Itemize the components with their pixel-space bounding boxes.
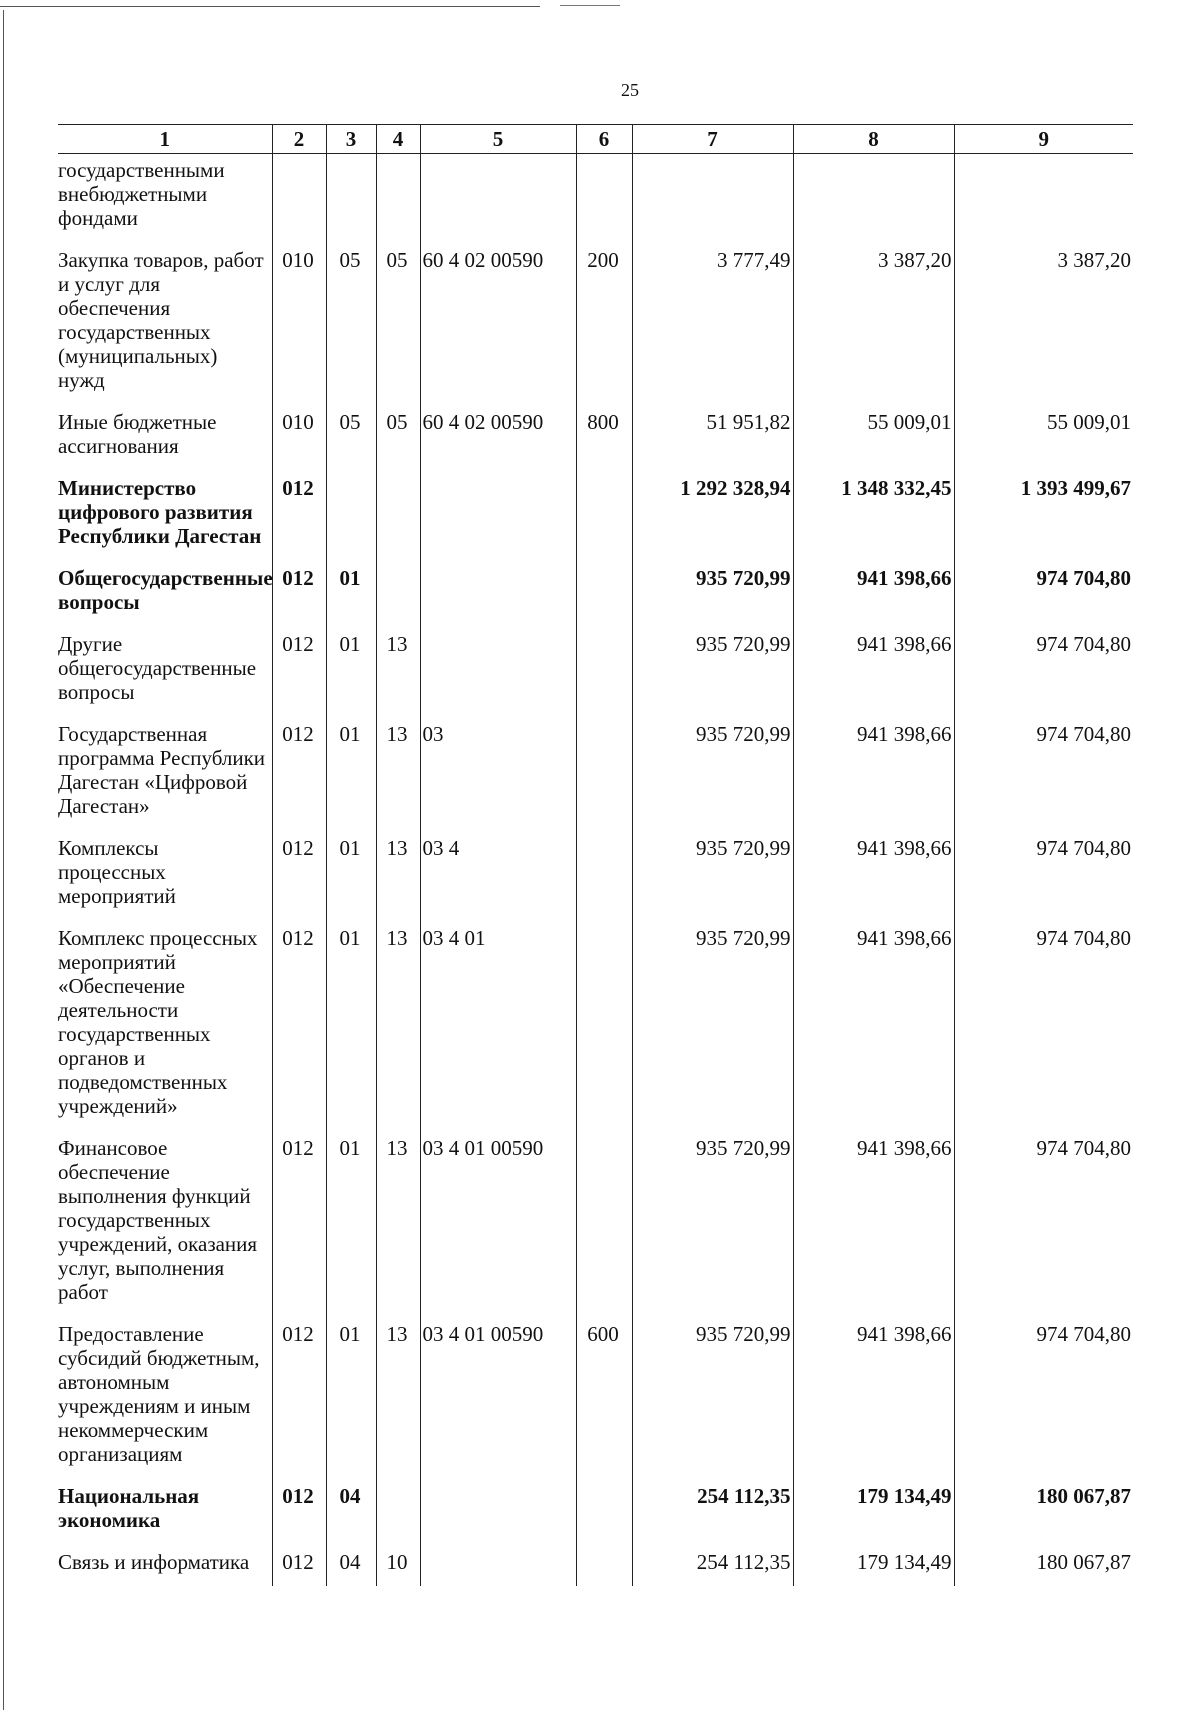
table-row [58, 1316, 1133, 1478]
row-amount-col8: 941 398,66 [793, 920, 954, 1130]
row-admin-code: 012 [272, 920, 326, 1130]
row-amount-col9: 1 393 499,67 [954, 470, 1133, 560]
row-expense-type [576, 626, 632, 716]
table-row [58, 154, 1133, 243]
row-section: 01 [326, 1316, 376, 1478]
row-name: Министерство цифрового развития Республики Дагестан [58, 476, 262, 548]
table-row [58, 920, 1133, 1130]
row-section [326, 154, 376, 243]
row-admin-code: 012 [272, 1130, 326, 1316]
row-amount-col7: 935 720,99 [632, 626, 793, 716]
row-amount-col9: 974 704,80 [954, 560, 1133, 626]
table-row [58, 404, 1133, 470]
row-admin-code [272, 154, 326, 243]
row-target-article: 03 4 01 [420, 920, 576, 1130]
row-expense-type [576, 470, 632, 560]
row-subsection [376, 470, 420, 560]
row-amount-col8: 179 134,49 [793, 1478, 954, 1544]
row-subsection [376, 560, 420, 626]
row-section: 04 [326, 1478, 376, 1544]
row-section: 05 [326, 242, 376, 404]
table-row [58, 470, 1133, 560]
row-subsection: 13 [376, 830, 420, 920]
row-section: 01 [326, 560, 376, 626]
row-subsection: 05 [376, 404, 420, 470]
row-amount-col7: 254 112,35 [632, 1544, 793, 1586]
row-subsection [376, 1478, 420, 1544]
row-amount-col8: 941 398,66 [793, 1316, 954, 1478]
row-admin-code: 010 [272, 242, 326, 404]
row-name: Связь и информатика [58, 1550, 250, 1574]
row-amount-col9: 180 067,87 [954, 1544, 1133, 1586]
row-admin-code: 010 [272, 404, 326, 470]
row-amount-col9: 974 704,80 [954, 1316, 1133, 1478]
row-target-article [420, 626, 576, 716]
row-amount-col7: 935 720,99 [632, 1316, 793, 1478]
row-expense-type [576, 830, 632, 920]
row-amount-col7: 935 720,99 [632, 830, 793, 920]
row-expense-type: 800 [576, 404, 632, 470]
page-number: 25 [621, 80, 639, 100]
row-amount-col9: 974 704,80 [954, 716, 1133, 830]
row-subsection: 13 [376, 716, 420, 830]
row-name: Закупка товаров, работ и услуг для обеспечения государственных (муниципальных) нужд [58, 248, 264, 392]
row-amount-col8: 179 134,49 [793, 1544, 954, 1586]
row-target-article: 03 4 01 00590 [420, 1316, 576, 1478]
row-amount-col8: 941 398,66 [793, 1130, 954, 1316]
row-amount-col8: 3 387,20 [793, 242, 954, 404]
table-row [58, 626, 1133, 716]
row-section: 01 [326, 626, 376, 716]
row-amount-col9 [954, 154, 1133, 243]
row-section: 05 [326, 404, 376, 470]
row-name: государственными внебюджетными фондами [58, 158, 225, 230]
row-name: Общегосударственные вопросы [58, 566, 273, 614]
budget-table [58, 124, 1133, 1586]
row-target-article: 60 4 02 00590 [420, 404, 576, 470]
row-subsection: 05 [376, 242, 420, 404]
row-section: 01 [326, 716, 376, 830]
row-amount-col8: 941 398,66 [793, 716, 954, 830]
row-section: 01 [326, 830, 376, 920]
table-row [58, 560, 1133, 626]
row-admin-code: 012 [272, 716, 326, 830]
row-amount-col8: 941 398,66 [793, 560, 954, 626]
row-admin-code: 012 [272, 830, 326, 920]
row-target-article [420, 470, 576, 560]
table-row [58, 830, 1133, 920]
header-col-6: 6 [576, 125, 632, 154]
row-amount-col9: 55 009,01 [954, 404, 1133, 470]
scan-edge-top-fragment [560, 5, 620, 6]
header-col-8: 8 [793, 125, 954, 154]
row-target-article [420, 1478, 576, 1544]
row-amount-col7 [632, 154, 793, 243]
row-target-article: 03 4 01 00590 [420, 1130, 576, 1316]
row-name: Другие общегосударственные вопросы [58, 632, 257, 704]
row-name: Комплексы процессных мероприятий [58, 836, 176, 908]
row-subsection: 13 [376, 920, 420, 1130]
row-amount-col7: 1 292 328,94 [632, 470, 793, 560]
table-header-row [58, 125, 1133, 154]
row-expense-type [576, 1544, 632, 1586]
row-name: Финансовое обеспечение выполнения функций государственных учреждений, оказания услуг, выполнения работ [58, 1136, 258, 1304]
row-subsection [376, 154, 420, 243]
table-row [58, 1544, 1133, 1586]
row-amount-col9: 974 704,80 [954, 1130, 1133, 1316]
row-expense-type: 600 [576, 1316, 632, 1478]
row-amount-col7: 935 720,99 [632, 716, 793, 830]
row-amount-col7: 3 777,49 [632, 242, 793, 404]
header-col-3: 3 [326, 125, 376, 154]
row-section: 01 [326, 1130, 376, 1316]
row-target-article [420, 560, 576, 626]
header-col-2: 2 [272, 125, 326, 154]
row-target-article [420, 154, 576, 243]
row-expense-type: 200 [576, 242, 632, 404]
row-subsection: 13 [376, 1130, 420, 1316]
row-amount-col9: 974 704,80 [954, 626, 1133, 716]
row-amount-col9: 974 704,80 [954, 830, 1133, 920]
row-name: Предоставление субсидий бюджетным, автономным учреждениям и иным некоммерческим организациям [58, 1322, 260, 1466]
row-section [326, 470, 376, 560]
row-name: Комплекс процессных мероприятий «Обеспечение деятельности государственных органов и подведомственных учреждений» [58, 926, 258, 1118]
row-admin-code: 012 [272, 560, 326, 626]
row-subsection: 13 [376, 626, 420, 716]
row-name: Национальная экономика [58, 1484, 200, 1532]
row-admin-code: 012 [272, 470, 326, 560]
row-amount-col8: 941 398,66 [793, 626, 954, 716]
row-target-article: 60 4 02 00590 [420, 242, 576, 404]
row-amount-col8: 941 398,66 [793, 830, 954, 920]
row-admin-code: 012 [272, 1478, 326, 1544]
table-body [58, 154, 1133, 1587]
row-amount-col8: 1 348 332,45 [793, 470, 954, 560]
table-row [58, 242, 1133, 404]
row-amount-col7: 254 112,35 [632, 1478, 793, 1544]
row-section: 04 [326, 1544, 376, 1586]
header-col-1: 1 [58, 125, 272, 154]
row-amount-col7: 51 951,82 [632, 404, 793, 470]
row-expense-type [576, 560, 632, 626]
table-row [58, 1130, 1133, 1316]
row-name: Иные бюджетные ассигнования [58, 410, 217, 458]
row-expense-type [576, 716, 632, 830]
row-subsection: 10 [376, 1544, 420, 1586]
row-amount-col9: 180 067,87 [954, 1478, 1133, 1544]
row-amount-col7: 935 720,99 [632, 1130, 793, 1316]
row-target-article [420, 1544, 576, 1586]
row-target-article: 03 [420, 716, 576, 830]
header-col-5: 5 [420, 125, 576, 154]
row-expense-type [576, 1478, 632, 1544]
row-amount-col8: 55 009,01 [793, 404, 954, 470]
table-row [58, 716, 1133, 830]
row-admin-code: 012 [272, 1544, 326, 1586]
row-name: Государственная программа Республики Дагестан «Цифровой Дагестан» [58, 722, 266, 818]
header-col-9: 9 [954, 125, 1133, 154]
row-amount-col7: 935 720,99 [632, 920, 793, 1130]
scan-edge-left [3, 10, 4, 1710]
row-admin-code: 012 [272, 626, 326, 716]
row-subsection: 13 [376, 1316, 420, 1478]
header-col-7: 7 [632, 125, 793, 154]
row-amount-col8 [793, 154, 954, 243]
row-amount-col9: 974 704,80 [954, 920, 1133, 1130]
row-admin-code: 012 [272, 1316, 326, 1478]
header-col-4: 4 [376, 125, 420, 154]
row-amount-col9: 3 387,20 [954, 242, 1133, 404]
row-section: 01 [326, 920, 376, 1130]
row-expense-type [576, 1130, 632, 1316]
scan-edge-top [0, 6, 540, 7]
row-expense-type [576, 154, 632, 243]
table-row [58, 1478, 1133, 1544]
row-expense-type [576, 920, 632, 1130]
row-target-article: 03 4 [420, 830, 576, 920]
row-amount-col7: 935 720,99 [632, 560, 793, 626]
